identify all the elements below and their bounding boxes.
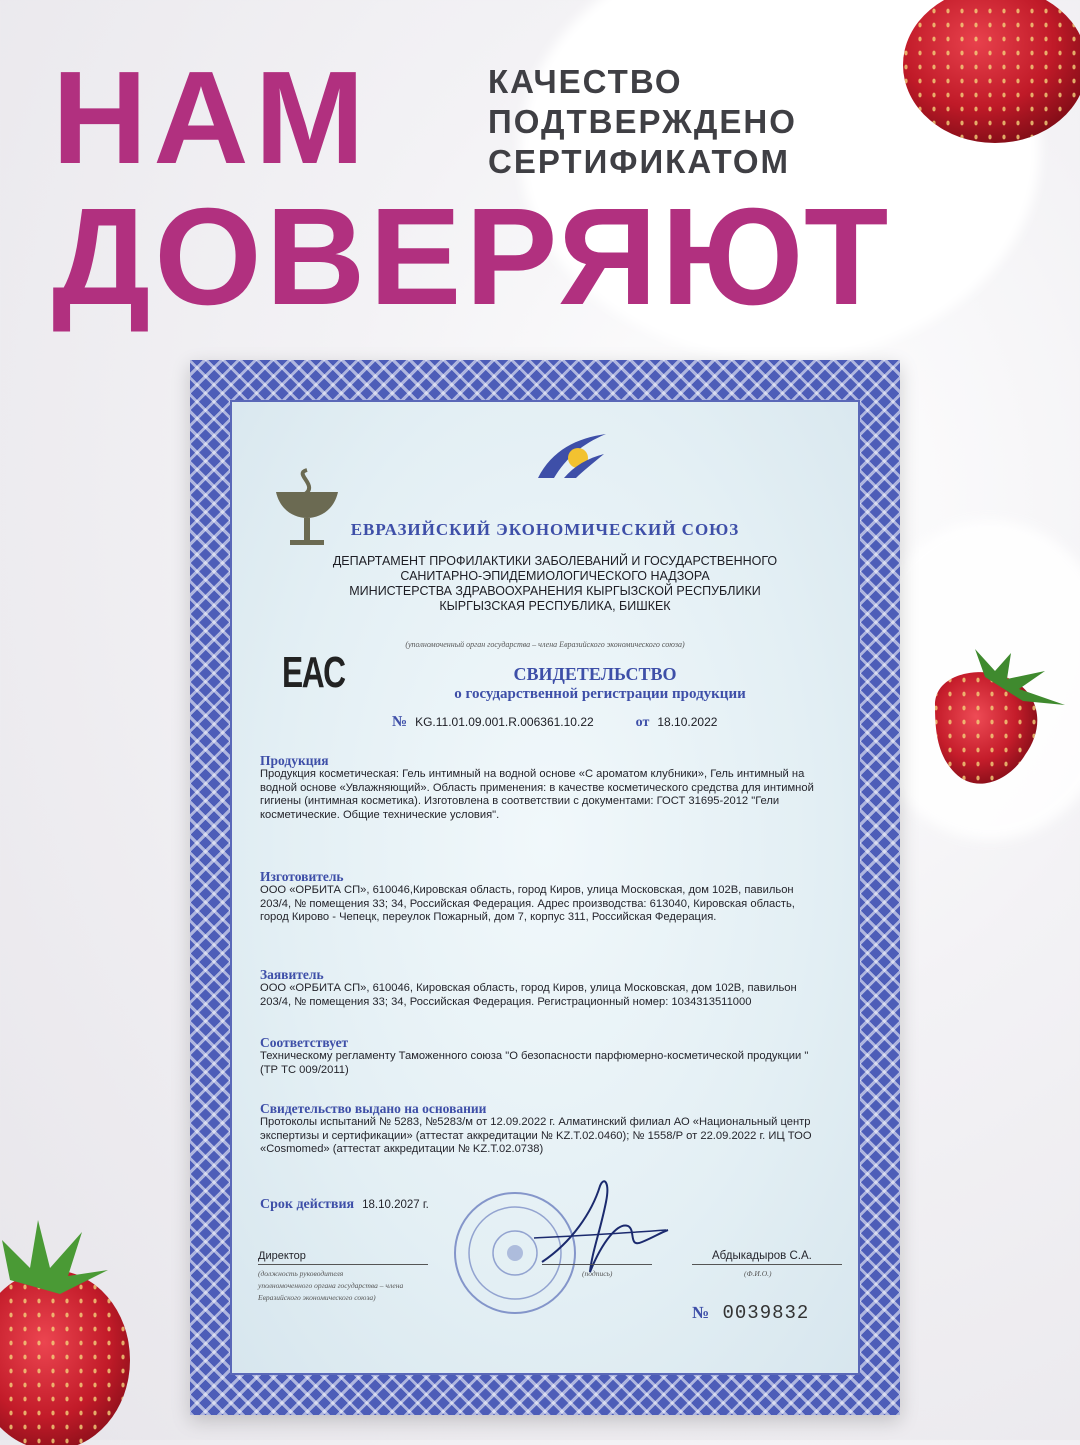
section-manufacturer bbox=[260, 870, 824, 925]
strawberry-icon bbox=[0, 1210, 140, 1445]
director-position-line bbox=[258, 1264, 428, 1265]
section-product bbox=[260, 754, 824, 822]
eaeu-emblem-icon bbox=[532, 430, 612, 482]
organization-name: ЕВРАЗИЙСКИЙ ЭКОНОМИЧЕСКИЙ СОЮЗ bbox=[350, 520, 740, 539]
serial-number: 0039832 bbox=[722, 1302, 810, 1324]
registration-date: 18.10.2022 bbox=[657, 715, 718, 729]
section-heading: Свидетельство выдано на основании bbox=[260, 1101, 487, 1116]
certificate-body bbox=[230, 400, 860, 1375]
strawberry-icon bbox=[885, 0, 1080, 155]
tagline-line: СЕРТИФИКАТОМ bbox=[488, 143, 791, 180]
bowl-of-hygieia-icon bbox=[272, 464, 342, 554]
registration-number: KG.11.01.09.001.R.006361.10.22 bbox=[415, 715, 594, 729]
signature-note: (подпись) bbox=[582, 1269, 613, 1278]
section-heading: Изготовитель bbox=[260, 869, 344, 884]
section-heading: Заявитель bbox=[260, 967, 324, 982]
tagline-line: ПОДТВЕРЖДЕНО bbox=[488, 103, 797, 140]
section-heading: Продукция bbox=[260, 753, 329, 768]
serial-mark: № bbox=[692, 1303, 711, 1322]
signature-line bbox=[542, 1264, 652, 1265]
validity-date: 18.10.2027 г. bbox=[362, 1199, 429, 1211]
director-note: (должность руководителя уполномоченного органа государства – члена Евразийского экономического союза) bbox=[258, 1269, 404, 1302]
validity-label: Срок действия bbox=[260, 1197, 355, 1212]
section-text: Протоколы испытаний № 5283, №5283/м от 12.09.2022 г. Алматинский филиал АО «Национальный центр экспертизы и сертификации» (аттестат аккредитации № KZ.T.02.0460); № 1558/Р от 22.09.2022 г. ИЦ ТОО «Cosmomed» (аттестат аккредитации № KZ.T.02.0738) bbox=[260, 1116, 812, 1155]
director-signature-icon bbox=[532, 1172, 672, 1282]
director-name: Абдыкадыров С.А. bbox=[712, 1250, 812, 1262]
registration-number-row bbox=[392, 714, 717, 731]
number-mark: № bbox=[392, 714, 408, 730]
section-basis bbox=[260, 1102, 824, 1157]
section-text: ООО «ОРБИТА СП», 610046,Кировская область, город Киров, улица Московская, дом 102В, павильон 203/4, № помещения 33; 34, Российская Федерация. Адрес производства: 613040, Кировская область, город Кирово - Чепецк, переулок Пожарный, дом 7, корпус 311, Российская Федерация. bbox=[260, 884, 795, 923]
tagline-line: КАЧЕСТВО bbox=[488, 63, 683, 100]
name-line bbox=[692, 1264, 842, 1265]
section-heading: Соответствует bbox=[260, 1035, 349, 1050]
form-serial-number bbox=[692, 1302, 809, 1324]
section-text: Техническому регламенту Таможенного союза "О безопасности парфюмерно-косметической продукции " (ТР ТС 009/2011) bbox=[260, 1050, 809, 1076]
tagline bbox=[488, 62, 797, 182]
validity-row bbox=[260, 1198, 429, 1212]
headline-line-2: ДОВЕРЯЮТ bbox=[52, 180, 893, 334]
strawberry-icon bbox=[915, 645, 1070, 795]
section-text: ООО «ОРБИТА СП», 610046, Кировская область, город Киров, улица Московская, дом 102В, павильон 203/4, № помещения 33; 34, Российская Федерация. Регистрационный номер: 1034313511000 bbox=[260, 982, 797, 1008]
department-name: ДЕПАРТАМЕНТ ПРОФИЛАКТИКИ ЗАБОЛЕВАНИЙ И ГОСУДАРСТВЕННОГО САНИТАРНО-ЭПИДЕМИОЛОГИЧЕСКОГО НАДЗОРА МИНИСТЕРСТВА ЗДРАВООХРАНЕНИЯ КЫРГЫЗСКОЙ РЕСПУБЛИКИ КЫРГЫЗСКАЯ РЕСПУБЛИКА, БИШКЕК bbox=[332, 554, 778, 613]
authority-note: (уполномоченный орган государства – члена Евразийского экономического союза) bbox=[405, 640, 685, 649]
director-label: Директор bbox=[258, 1250, 306, 1262]
certificate bbox=[190, 360, 900, 1415]
eac-mark: EAC bbox=[282, 648, 345, 697]
name-note: (Ф.И.О.) bbox=[744, 1269, 772, 1278]
document-title: СВИДЕТЕЛЬСТВО bbox=[513, 664, 677, 684]
section-text: Продукция косметическая: Гель интимный на водной основе «С ароматом клубники», Гель интимный на водной основе «Увлажняющий». Область применения: в качестве косметического средства для интимной гигиены (интимная косметика). Изготовлена в соответствии с документами: ГОСТ 31695-2012 "Гели косметические. Общие технические условия". bbox=[260, 768, 814, 821]
section-applicant bbox=[260, 968, 824, 1009]
section-conformity bbox=[260, 1036, 824, 1077]
headline-line-1: НАМ bbox=[52, 44, 371, 191]
document-subtitle: о государственной регистрации продукции bbox=[454, 686, 746, 702]
from-label: от bbox=[635, 715, 650, 730]
